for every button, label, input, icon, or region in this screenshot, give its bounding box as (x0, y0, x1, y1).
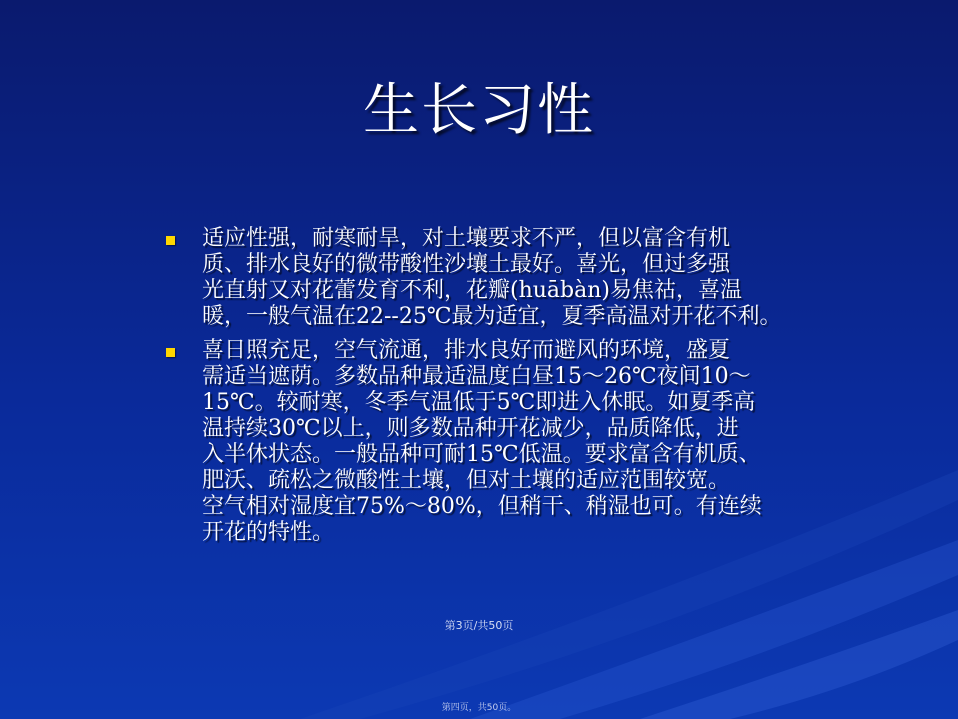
bullet-item (164, 338, 804, 546)
bullet-square-icon (166, 236, 175, 245)
bullet-text-line: 适应性强，耐寒耐旱，对土壤要求不严，但以富含有机 (202, 226, 731, 251)
slide-title: 生长习性 (363, 78, 595, 143)
bullet-list (164, 226, 804, 554)
bullet-square-icon (166, 348, 175, 357)
bullet-text-line: 温持续30℃以上，则多数品种开花减少，品质降低，进 (202, 416, 739, 441)
bullet-text-line: 空气相对湿度宜75%～80%，但稍干、稍湿也可。有连续 (202, 494, 762, 519)
bullet-text-line: 15℃。较耐寒，冬季气温低于5℃即进入休眠。如夏季高 (202, 390, 756, 415)
bullet-text-line: 需适当遮荫。多数品种最适温度白昼15～26℃夜间10～ (202, 364, 751, 389)
bullet-text-line: 暖，一般气温在22--25℃最为适宜，夏季高温对开花不利。 (202, 304, 782, 329)
bullet-text-line: 入半休状态。一般品种可耐15℃低温。要求富含有机质、 (202, 442, 761, 467)
bullet-text-line: 喜日照充足，空气流通，排水良好而避风的环境，盛夏 (202, 338, 731, 363)
footer-text: 第四页，共50页。 (441, 703, 517, 713)
page-number: 第3页/共50页 (444, 619, 514, 632)
bullet-item (164, 226, 804, 330)
bullet-text-line: 肥沃、疏松之微酸性土壤，但对土壤的适应范围较宽。 (202, 468, 731, 493)
bullet-text-line: 光直射又对花蕾发育不利，花瓣(huābàn)易焦祜，喜温 (202, 278, 742, 303)
bullet-text-line: 质、排水良好的微带酸性沙壤土最好。喜光，但过多强 (202, 252, 731, 277)
bullet-text-line: 开花的特性。 (202, 520, 335, 545)
